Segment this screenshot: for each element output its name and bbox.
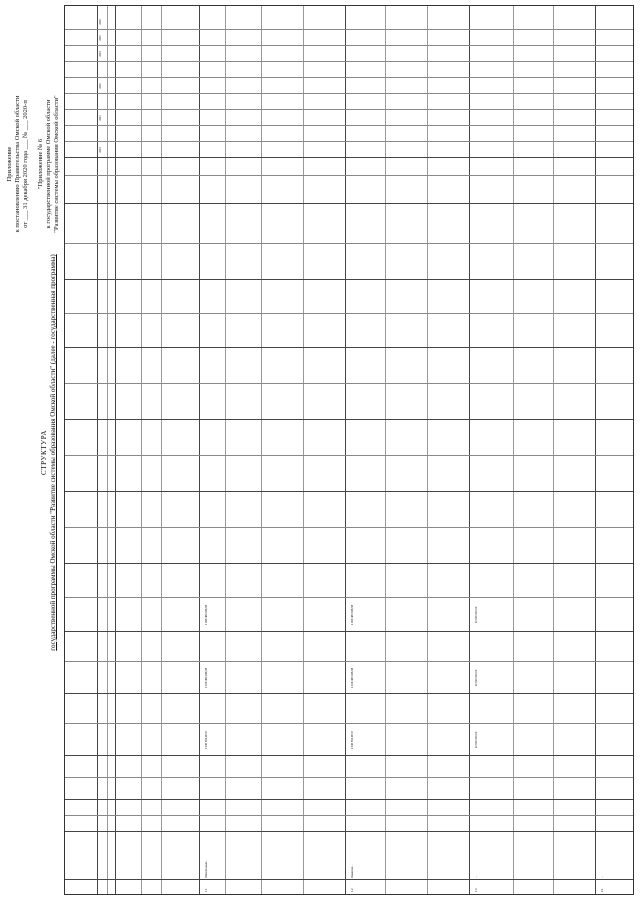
table-col-rule bbox=[65, 347, 633, 348]
approval-line-2: к постановлению Правительства Омской области bbox=[14, 95, 21, 233]
table-col-rule bbox=[65, 491, 633, 492]
row-name: Обеспечение... bbox=[205, 859, 208, 878]
table-col-rule bbox=[65, 61, 633, 62]
table-col-rule bbox=[65, 661, 633, 662]
table-col-rule bbox=[65, 455, 633, 456]
table-col-rule bbox=[65, 777, 633, 778]
table-col-rule bbox=[65, 527, 633, 528]
row-value: 1 196 480 946,58 bbox=[205, 667, 208, 689]
row-value: 1 196 480 946,58 bbox=[351, 667, 354, 689]
row-code: 1.3 bbox=[475, 888, 478, 892]
row-value: 1 396 480 946,58 bbox=[351, 604, 354, 626]
table-rule bbox=[345, 6, 346, 894]
table-col-rule bbox=[65, 631, 633, 632]
approval-line-1: Приложение bbox=[6, 146, 13, 182]
row-value: 12 000 000,00 bbox=[475, 669, 478, 687]
table-col-rule bbox=[65, 799, 633, 800]
table-col-rule bbox=[65, 419, 633, 420]
year-header: 2021 bbox=[99, 115, 102, 121]
year-header: 2025 bbox=[99, 19, 102, 25]
approval-line-3: от ___ 31 декабря 2020 года ___ № ___ 2020-п bbox=[22, 100, 29, 228]
document-title: СТРУКТУРА bbox=[40, 430, 48, 475]
table-rule bbox=[261, 6, 262, 894]
table-col-rule bbox=[65, 125, 633, 126]
year-header: 2022 bbox=[99, 83, 102, 89]
table-col-rule bbox=[65, 755, 633, 756]
row-total: 1 046 554,96 97 bbox=[351, 730, 354, 750]
table-col-rule bbox=[65, 157, 633, 158]
table-rule bbox=[427, 6, 428, 894]
document-subtitle: государственной программы Омской области "Развитие системы образования Омской области" (далее - государственная программа) bbox=[49, 254, 57, 651]
table-col-rule bbox=[65, 831, 633, 832]
table-rule bbox=[141, 6, 142, 894]
table-col-rule bbox=[65, 203, 633, 204]
table-rule bbox=[115, 6, 116, 894]
table-rule bbox=[107, 6, 108, 894]
row-total: 1 046 554,96 97 bbox=[205, 730, 208, 750]
table-rule bbox=[225, 6, 226, 894]
table-col-rule bbox=[65, 383, 633, 384]
row-code: 2.1 bbox=[601, 888, 604, 892]
row-code: 1.1 bbox=[205, 888, 208, 892]
table-col-rule bbox=[65, 879, 633, 880]
year-header: 2023 bbox=[99, 51, 102, 57]
table-rule bbox=[303, 6, 304, 894]
table-rule bbox=[97, 6, 98, 894]
table-col-rule bbox=[65, 243, 633, 244]
table-rule bbox=[595, 6, 596, 894]
row-value: 12 000 000,00 bbox=[475, 606, 478, 624]
table-col-rule bbox=[65, 597, 633, 598]
table-col-rule bbox=[65, 77, 633, 78]
table-rule bbox=[469, 6, 470, 894]
row-name: ... bbox=[475, 875, 478, 878]
row-total: 12 000 000,00 bbox=[475, 731, 478, 749]
table-col-rule bbox=[65, 693, 633, 694]
table-rule bbox=[199, 6, 200, 894]
approval-line-4: "Приложение № 6 bbox=[37, 138, 44, 190]
row-code: 1.2 bbox=[351, 888, 354, 892]
table-col-rule bbox=[65, 29, 633, 30]
table-col-rule bbox=[65, 175, 633, 176]
approval-line-5: к государственной программе Омской области bbox=[45, 99, 52, 229]
table-col-rule bbox=[65, 313, 633, 314]
row-name: Развитие... bbox=[351, 864, 354, 878]
table-col-rule bbox=[65, 723, 633, 724]
table-col-rule bbox=[65, 45, 633, 46]
table-col-rule bbox=[65, 279, 633, 280]
table-col-rule bbox=[65, 563, 633, 564]
table-col-rule bbox=[65, 141, 633, 142]
year-header: 2020 bbox=[99, 147, 102, 153]
row-value: 1 396 480 946,58 bbox=[205, 604, 208, 626]
year-header: 2024 bbox=[99, 35, 102, 41]
table-rule bbox=[385, 6, 386, 894]
table-col-rule bbox=[65, 109, 633, 110]
table-col-rule bbox=[65, 815, 633, 816]
row-name: ... bbox=[601, 875, 604, 878]
table-col-rule bbox=[65, 93, 633, 94]
approval-line-6: "Развитие системы образования Омской области" bbox=[53, 95, 60, 233]
table-rule bbox=[161, 6, 162, 894]
table-rule bbox=[553, 6, 554, 894]
structure-table bbox=[64, 5, 634, 895]
document-heading bbox=[40, 0, 58, 905]
table-rule bbox=[513, 6, 514, 894]
